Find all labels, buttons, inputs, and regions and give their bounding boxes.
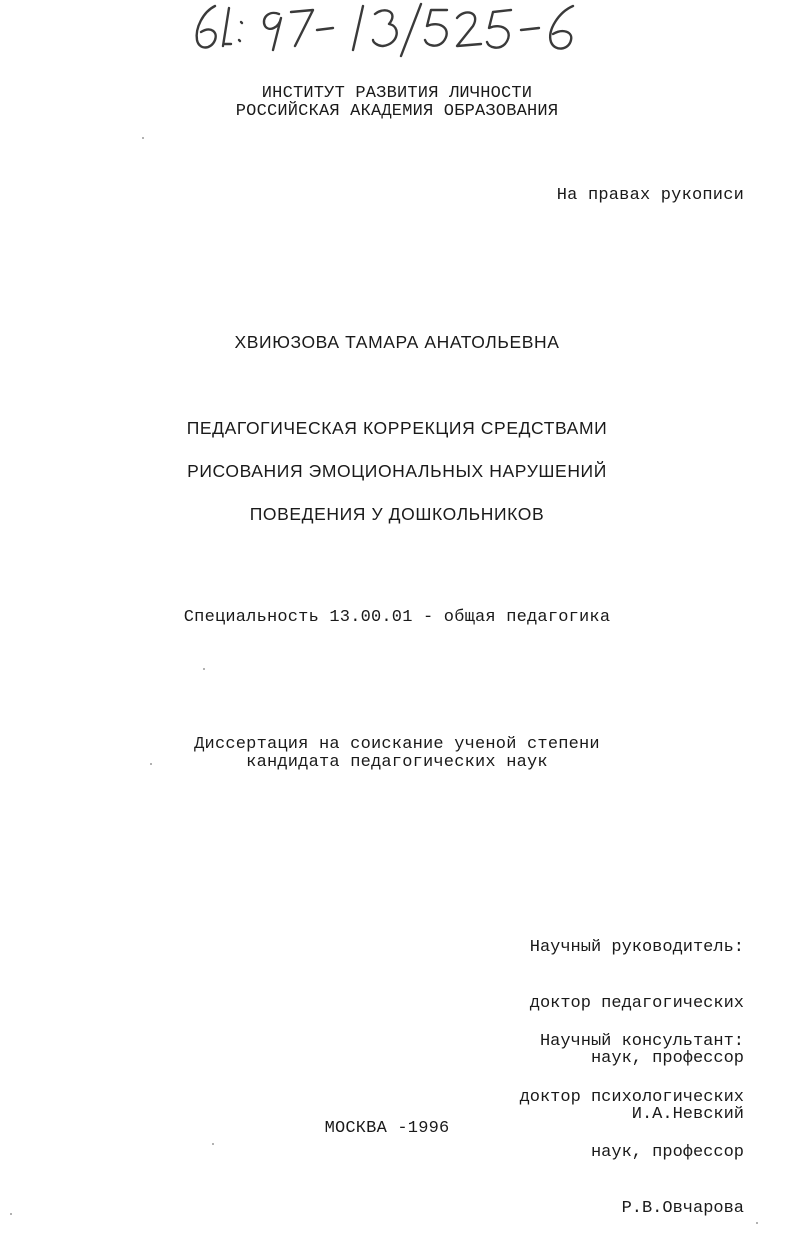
supervisor-degree-line-1: доктор педагогических [529,993,744,1013]
title-line-1: ПЕДАГОГИЧЕСКАЯ КОРРЕКЦИЯ СРЕДСТВАМИ [186,418,608,438]
specialty: Специальность 13.00.01 - общая педагогика [183,608,611,627]
consultant-role: Научный консультант: [539,1032,744,1051]
manuscript-note: На правах рукописи [556,186,744,205]
dissertation-line-1: Диссертация на соискание ученой степени [194,735,600,754]
title-line-3: ПОВЕДЕНИЯ У ДОШКОЛЬНИКОВ [249,504,545,524]
author-name: ХВИЮЗОВА ТАМАРА АНАТОЛЬЕВНА [234,332,560,352]
supervisor-role: Научный руководитель: [529,938,744,957]
academy-name: РОССИЙСКАЯ АКАДЕМИЯ ОБРАЗОВАНИЯ [235,102,559,121]
consultant-name: Р.В.Овчарова [621,1198,744,1218]
scan-speck [756,1222,758,1224]
consultant-degree-line-2: наук, профессор [590,1143,744,1162]
scan-speck [203,668,205,670]
scan-speck [10,1213,12,1215]
scan-speck [142,137,144,139]
consultant-degree-line-1: доктор психологических [519,1087,744,1107]
city-year: МОСКВА -1996 [324,1119,450,1138]
title-line-2: РИСОВАНИЯ ЭМОЦИОНАЛЬНЫХ НАРУШЕНИЙ [187,461,607,481]
supervisor-name: И.А.Невский [631,1104,744,1124]
scan-speck [212,1143,214,1145]
handwritten-archive-mark [185,0,605,62]
dissertation-line-2: кандидата педагогических наук [246,753,548,772]
supervisor-degree-line-2: наук, профессор [590,1049,744,1068]
institute-name: ИНСТИТУТ РАЗВИТИЯ ЛИЧНОСТИ [261,84,533,103]
